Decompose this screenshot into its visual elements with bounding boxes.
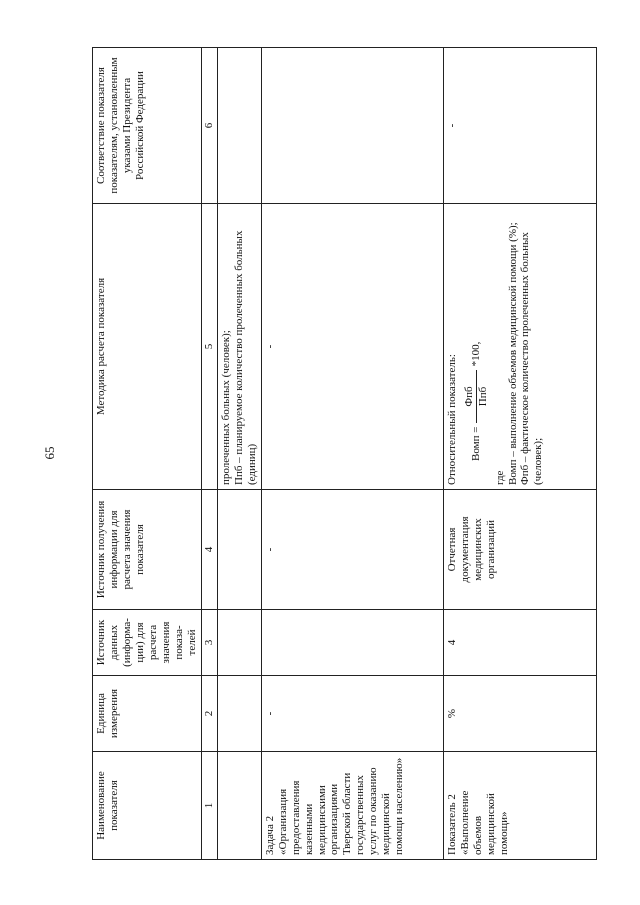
data-source-cell: 4 [443,610,596,676]
method-cell: - [261,204,443,490]
column-number: 4 [201,490,217,610]
method-line: Ппб – планируемое количество пролеченных больных (единиц) [232,230,258,485]
rotated-table-wrapper [92,48,597,860]
data-source-cell [261,610,443,676]
formula-numerator: Фпб [463,370,477,422]
column-number: 3 [201,610,217,676]
column-number: 5 [201,204,217,490]
formula-tail: *100, [469,341,482,367]
formula-denominator: Ппб [476,386,489,407]
header-unit: Единица измерения [93,676,202,752]
header-data-source: Источник данных (информа-ции) для расчета значения показа-телей [93,610,202,676]
task-name-cell: Задача 2 «Организация предоставления казенными медицинскими организациями Тверской области государственных услуг по оказанию медицинской помощи населению» [261,752,443,860]
column-number-row [201,48,217,860]
table-row-task2 [261,48,443,860]
info-source-cell: - [261,490,443,610]
header-info-source: Источник получения информации для расчета значения показателя [93,490,202,610]
unit-cell: % [443,676,596,752]
header-name: Наименование показателя [93,752,202,860]
column-number: 6 [201,48,217,204]
method-cell [217,204,261,490]
table-row-continuation [217,48,261,860]
unit-cell: - [261,676,443,752]
column-number: 2 [201,676,217,752]
table-row-indicator2 [443,48,596,860]
method-cell [443,204,596,490]
formula-lhs: Вомп = [469,426,482,461]
definition-line: Фпб – фактическое количество пролеченных больных (человек); [519,232,545,485]
match-cell: - [443,48,596,204]
page-number: 65 [42,446,57,460]
header-method: Методика расчета показателя [93,204,202,490]
header-presidential-match: Соответствие показателя показателям, установленным указами Президента Российской Федерации [93,48,202,204]
match-cell [261,48,443,204]
where-label: где [493,470,506,485]
indicator-name-cell: Показатель 2 «Выполнение объемов медицинской помощи» [443,752,596,860]
method-intro: Относительный показатель: [445,354,458,485]
formula-fraction [463,370,490,422]
method-line: пролеченных больных (человек); [219,330,232,485]
indicators-table [92,47,597,860]
definition-line: Вомп – выполнение объемов медицинской помощи (%); [506,222,519,485]
info-source-cell: Отчетная документация медицинских организаций [443,490,596,610]
formula [459,208,494,485]
column-number: 1 [201,752,217,860]
header-row [93,48,202,860]
